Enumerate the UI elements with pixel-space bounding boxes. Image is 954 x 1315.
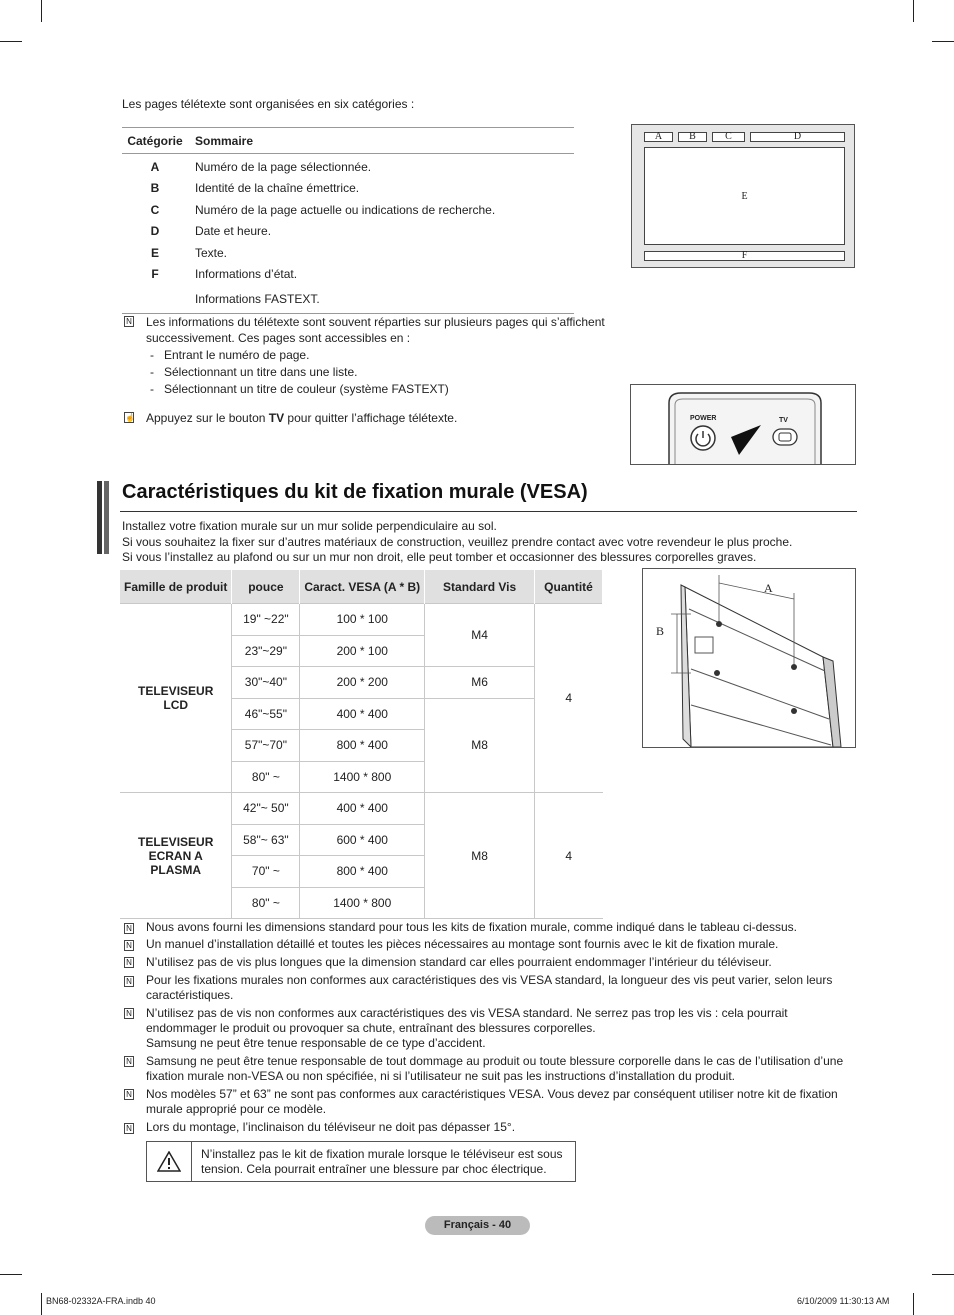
category-table: [122, 127, 574, 314]
note-item: N’utilisez pas de vis plus longues que la dimension standard car elles pourraient endommager l’intérieur du téléviseur.: [146, 955, 772, 969]
label-c: C: [712, 132, 745, 142]
note-icon: N: [124, 1089, 134, 1100]
screw-cell: M8: [425, 698, 535, 793]
label-e: E: [644, 147, 845, 245]
size-cell: 19" ~22": [232, 604, 300, 636]
note-item: Pour les fixations murales non conformes aux caractéristiques des vis VESA standard, la longueur des vis peut varier, selon leurs caractéristiques.: [146, 973, 833, 1002]
qty-cell: 4: [535, 604, 603, 793]
tv-back-svg: [643, 569, 855, 747]
size-cell: 23"~29": [232, 635, 300, 667]
tv-label: TV: [779, 417, 788, 424]
header-vesa: Caract. VESA (A * B): [300, 570, 425, 604]
table-row: [122, 221, 574, 243]
vesa-cell: 600 * 400: [300, 824, 425, 856]
warning-box: [146, 1141, 576, 1182]
note-icon: N: [124, 1008, 134, 1019]
size-cell: 46"~55": [232, 698, 300, 730]
warning-icon: [157, 1151, 181, 1172]
header-family: Famille de produit: [120, 570, 232, 604]
vesa-diagram: [642, 568, 856, 748]
row-value: Numéro de la page actuelle ou indications de recherche.: [195, 202, 496, 217]
note-icon: N: [124, 316, 134, 327]
note-icon: N: [124, 940, 134, 951]
intro-text: Les pages télétexte sont organisées en six catégories :: [122, 97, 415, 111]
list-item: - Entrant le numéro de page.: [150, 348, 310, 362]
family-plasma: TELEVISEUR ECRAN A PLASMA: [120, 793, 232, 919]
table-row: [122, 199, 574, 221]
vesa-cell: 200 * 100: [300, 635, 425, 667]
row-key: C: [150, 202, 160, 217]
list-item: - Sélectionnant un titre de couleur (système FASTEXT): [150, 382, 449, 396]
row-key: D: [150, 224, 160, 239]
size-cell: 80" ~: [232, 887, 300, 919]
vesa-cell: 100 * 100: [300, 604, 425, 636]
paragraph-line: Si vous l’installez au plafond ou sur un mur non droit, elle peut tomber et occasionner des blessures corporelles graves.: [122, 550, 757, 564]
table-row: [122, 242, 574, 264]
note-icon: N: [124, 1056, 134, 1067]
note-icon: N: [124, 976, 134, 987]
size-cell: 80" ~: [232, 761, 300, 793]
size-cell: 42"~ 50": [232, 793, 300, 825]
crop-mark: [41, 0, 42, 22]
row-value: Informations d’état.: [195, 267, 298, 282]
row-value: Numéro de la page sélectionnée.: [195, 159, 372, 174]
note-icon: N: [124, 923, 134, 934]
qty-cell: 4: [535, 793, 603, 919]
vesa-table: [120, 570, 603, 919]
note-item: Nos modèles 57” et 63” ne sont pas conformes aux caractéristiques VESA. Vous devez par conséquent utiliser notre kit de fixation murale approprié pour ce modèle.: [146, 1087, 838, 1116]
header-size: pouce: [232, 570, 300, 604]
vesa-cell: 800 * 400: [300, 730, 425, 762]
footer-file: BN68-02332A-FRA.indb 40: [46, 1296, 156, 1306]
warning-text: N’installez pas le kit de fixation murale lorsque le téléviseur est sous tension. Cela pourrait entraîner une blessure par choc électrique.: [201, 1147, 563, 1176]
label-b: B: [656, 624, 665, 638]
note-item: Lors du montage, l’inclinaison du téléviseur ne doit pas dépasser 15°.: [146, 1120, 516, 1134]
vesa-cell: 800 * 400: [300, 856, 425, 888]
screw-cell: M6: [425, 667, 535, 699]
vesa-cell: 1400 * 800: [300, 761, 425, 793]
remote-illustration: [630, 384, 856, 465]
row-key: B: [150, 181, 160, 196]
vesa-cell: 1400 * 800: [300, 887, 425, 919]
power-label: POWER: [690, 415, 717, 422]
table-row: [122, 156, 574, 178]
vesa-cell: 400 * 400: [300, 793, 425, 825]
row-key: E: [150, 245, 159, 260]
screw-cell: M8: [425, 793, 535, 919]
header-summary: Sommaire: [195, 133, 254, 148]
crop-mark: [0, 41, 22, 42]
crop-mark: [913, 0, 914, 22]
label-a: A: [644, 132, 673, 142]
paragraph-line: Si vous souhaitez la fixer sur d’autres matériaux de construction, veuillez prendre contact avec votre revendeur le plus proche.: [122, 534, 793, 549]
note-item: N’utilisez pas de vis non conformes aux caractéristiques des vis VESA standard. Ne serrez pas trop les vis : cela pourrait endommager le produit ou provoquer sa chute, entraînant des blessures corporelles. Samsung ne peut être tenue responsable de ce type d’accident.: [146, 1006, 788, 1050]
size-cell: 57"~70": [232, 730, 300, 762]
size-cell: 70" ~: [232, 856, 300, 888]
warning-divider: [191, 1142, 192, 1181]
size-cell: 30"~40": [232, 667, 300, 699]
crop-mark: [913, 1293, 914, 1315]
family-lcd: TELEVISEUR LCD: [120, 604, 232, 793]
heading-bar: [97, 481, 102, 554]
row-value: Texte.: [195, 245, 228, 260]
row-key: A: [150, 159, 160, 174]
hand-icon: ☝: [125, 413, 135, 422]
crop-mark: [41, 1293, 42, 1315]
heading-bar: [104, 481, 109, 554]
list-item: - Sélectionnant un titre dans une liste.: [150, 365, 358, 379]
label-b: B: [678, 132, 707, 142]
label-d: D: [750, 132, 845, 142]
label-a: A: [764, 581, 773, 595]
page-number: Français - 40: [425, 1216, 530, 1235]
row-value: Identité de la chaîne émettrice.: [195, 181, 360, 196]
row-value: Date et heure.: [195, 224, 272, 239]
row-key: F: [151, 267, 159, 282]
note-item: Nous avons fourni les dimensions standard pour tous les kits de fixation murale, comme indiqué dans le tableau ci-dessus.: [146, 920, 798, 934]
row-value: Informations FASTEXT.: [195, 291, 320, 306]
paragraph-line: Installez votre fixation murale sur un mur solide perpendiculaire au sol.: [122, 519, 497, 533]
screw-cell: M4: [425, 604, 535, 667]
label-f: F: [644, 251, 845, 261]
crop-mark: [932, 1274, 954, 1275]
section-heading: Caractéristiques du kit de fixation murale (VESA): [122, 481, 588, 503]
note-item: Un manuel d’installation détaillé et toutes les pièces nécessaires au montage sont fournis avec le kit de fixation murale.: [146, 937, 779, 951]
remote-svg: [631, 385, 856, 465]
size-cell: 58"~ 63": [232, 824, 300, 856]
table-row: [120, 793, 603, 825]
note-icon: N: [124, 957, 134, 968]
category-table-header: [122, 127, 574, 154]
note-line: successivement. Ces pages sont accessibles en :: [146, 331, 411, 345]
crop-mark: [932, 41, 954, 42]
note-line: Les informations du télétexte sont souvent réparties sur plusieurs pages qui s’affichent: [146, 315, 605, 329]
note-item: Samsung ne peut être tenue responsable de tout dommage au produit ou toute blessure corporelle dans le cas de l’utilisation d’une fixation murale non-VESA ou non spécifiée, ni si l’utilisateur ne suit pas les instructions d’installation du produit.: [146, 1054, 844, 1083]
note-icon: N: [124, 1123, 134, 1134]
crop-mark: [0, 1274, 22, 1275]
teletext-note: [146, 314, 605, 397]
header-category: Catégorie: [127, 133, 183, 148]
header-qty: Quantité: [535, 570, 603, 604]
table-row: [122, 285, 574, 312]
table-row: [120, 604, 603, 636]
table-row: [122, 264, 574, 286]
heading-rule: [120, 511, 857, 512]
install-text: [122, 519, 792, 566]
header-screw: Standard Vis: [425, 570, 535, 604]
vesa-cell: 200 * 200: [300, 667, 425, 699]
table-row: [122, 178, 574, 200]
vesa-cell: 400 * 400: [300, 698, 425, 730]
tv-button-note: Appuyez sur le bouton TV pour quitter l’affichage télétexte.: [146, 411, 458, 425]
teletext-diagram: [631, 124, 855, 268]
footer-date: 6/10/2009 11:30:13 AM: [797, 1296, 890, 1306]
